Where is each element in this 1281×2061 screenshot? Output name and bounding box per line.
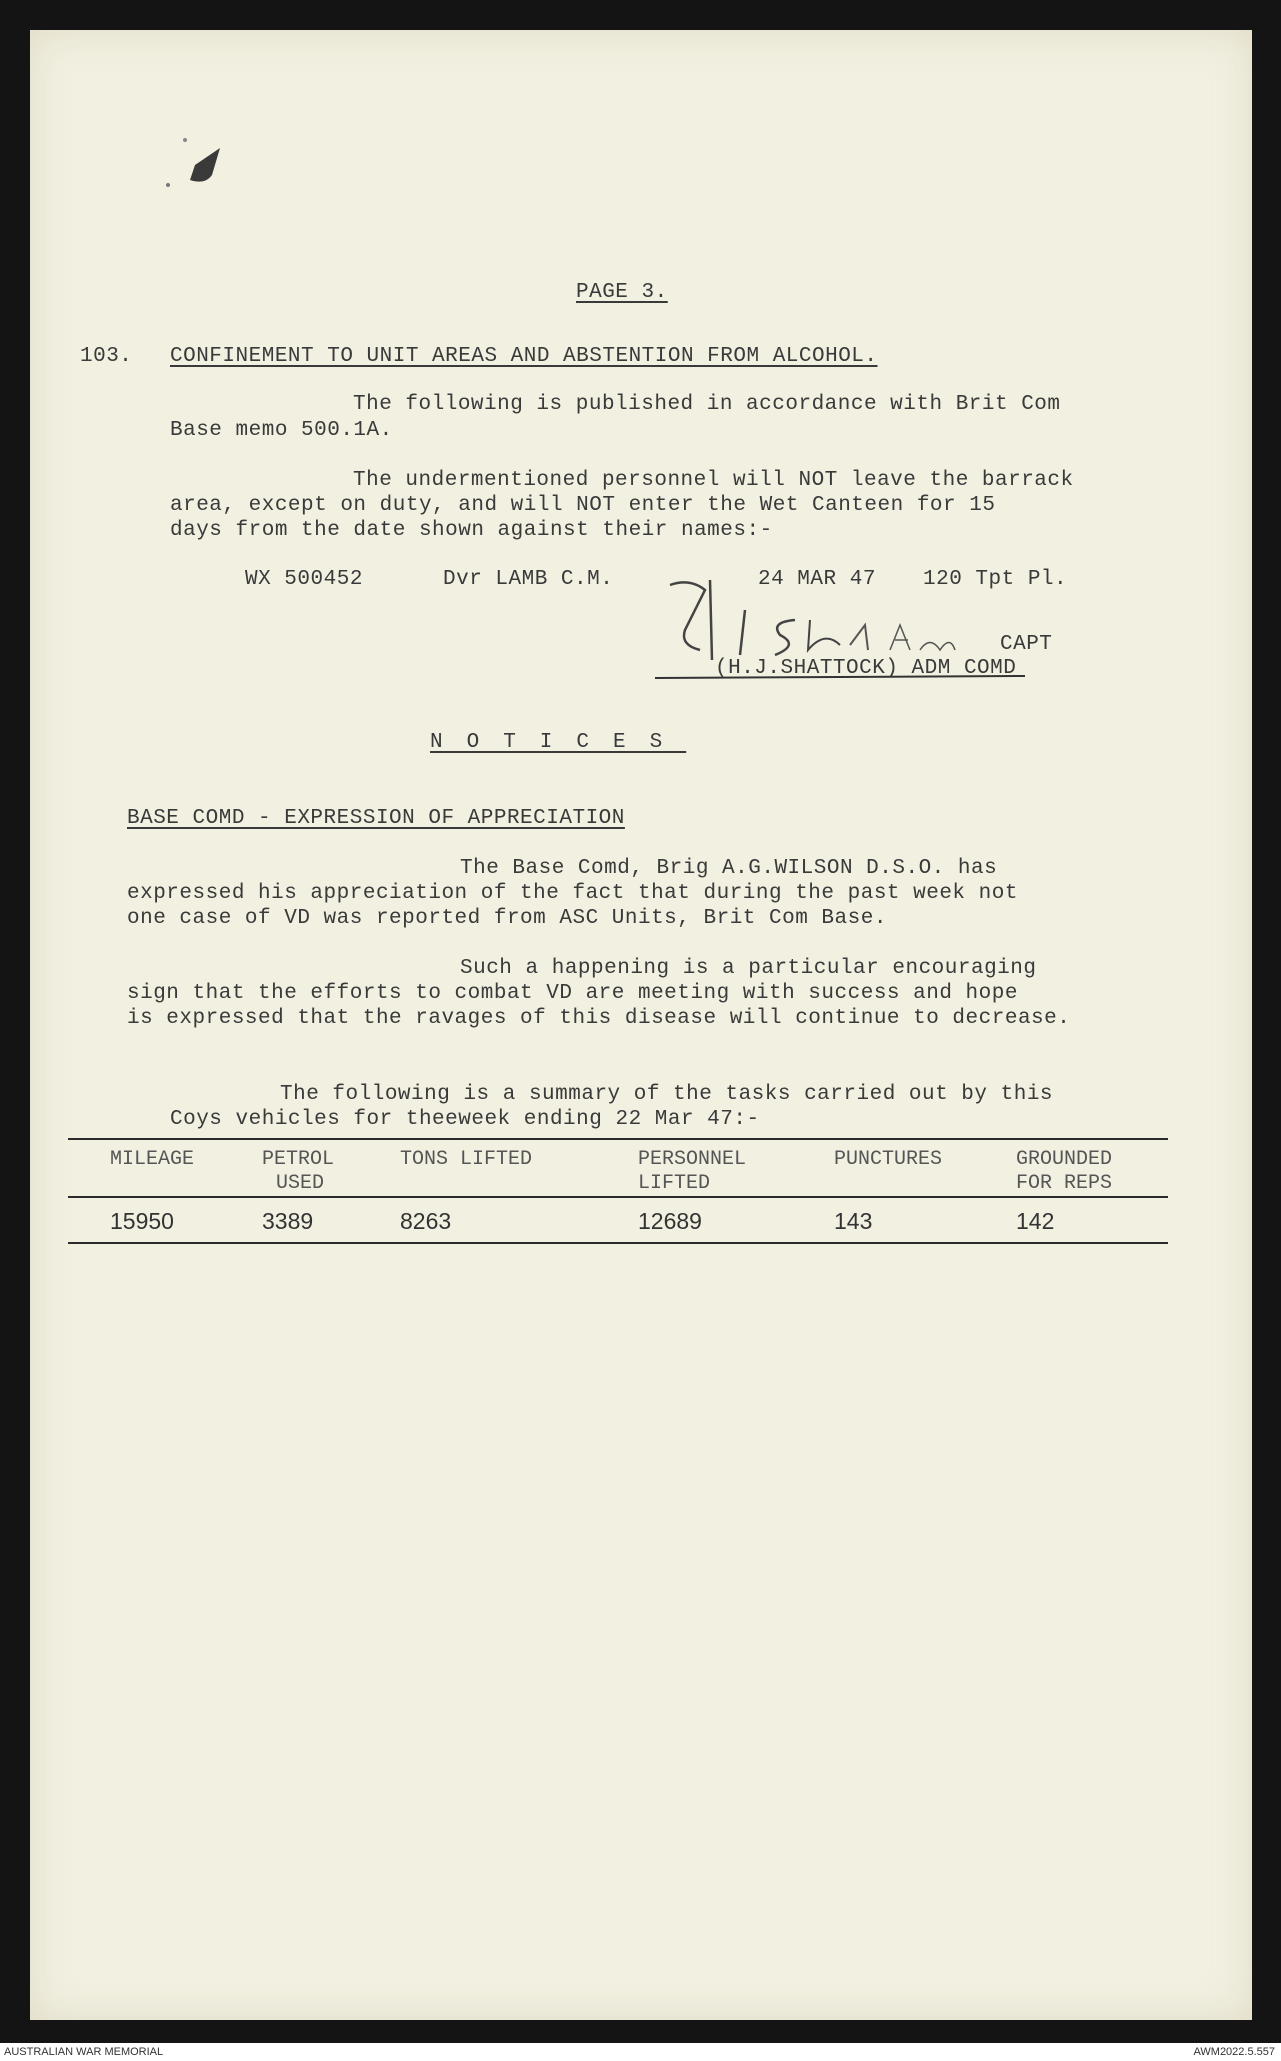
- cell-tons: 8263: [400, 1208, 452, 1234]
- col-header-petrol: PETROL: [262, 1148, 335, 1171]
- punch-hole-mark: [150, 130, 220, 210]
- item-para2-line2: area, except on duty, and will NOT enter the Wet Canteen for 15: [170, 494, 996, 517]
- entry-unit: 120 Tpt Pl.: [923, 568, 1068, 591]
- cell-punctures: 143: [834, 1208, 873, 1234]
- item-para1-line2: Base memo 500.1A.: [170, 419, 393, 442]
- entry-date: 24 MAR 47: [758, 568, 876, 591]
- notices-heading: NOTICES: [430, 731, 687, 754]
- notice-subheading: BASE COMD - EXPRESSION OF APPRECIATION: [127, 807, 625, 830]
- notice-para2-line2: sign that the efforts to combat VD are meeting with success and hope: [127, 982, 1018, 1005]
- document-page: [30, 30, 1252, 2020]
- table-header-rule: [68, 1196, 1168, 1198]
- notice-para1-line2: expressed his appreciation of the fact that during the past week not: [127, 882, 1018, 905]
- summary-intro-line1: The following is a summary of the tasks carried out by this: [280, 1083, 1054, 1106]
- summary-intro-line2: Coys vehicles for theeweek ending 22 Mar 47:-: [170, 1108, 760, 1131]
- col-header-grounded: GROUNDED: [1016, 1148, 1113, 1171]
- col-header-petrol-line2: USED: [276, 1172, 325, 1195]
- signatory-name: (H.J.SHATTOCK) ADM COMD: [715, 657, 1017, 680]
- footer-reference: AWM2022.5.557: [1193, 2046, 1275, 2058]
- cell-grounded: 142: [1016, 1208, 1055, 1234]
- col-header-grounded-line2: FOR REPS: [1016, 1172, 1113, 1195]
- page-label: PAGE 3.: [576, 281, 668, 304]
- cell-petrol: 3389: [262, 1208, 314, 1234]
- table-top-rule: [68, 1138, 1168, 1140]
- notice-para2-line3: is expressed that the ravages of this disease will continue to decrease.: [127, 1007, 1071, 1030]
- col-header-tons: TONS LIFTED: [400, 1148, 533, 1171]
- notice-para1-line1: The Base Comd, Brig A.G.WILSON D.S.O. has: [460, 857, 998, 880]
- entry-name: Dvr LAMB C.M.: [443, 568, 614, 591]
- notice-para1-line3: one case of VD was reported from ASC Units, Brit Com Base.: [127, 907, 887, 930]
- item-para1-line1: The following is published in accordance with Brit Com: [353, 393, 1061, 416]
- item-number: 103.: [80, 345, 133, 368]
- footer-institution: AUSTRALIAN WAR MEMORIAL: [4, 2046, 164, 2058]
- notice-para2-line1: Such a happening is a particular encouraging: [460, 957, 1037, 980]
- cell-mileage: 15950: [110, 1208, 174, 1234]
- col-header-personnel-line2: LIFTED: [638, 1172, 711, 1195]
- cell-personnel: 12689: [638, 1208, 702, 1234]
- entry-service-number: WX 500452: [245, 568, 363, 591]
- signatory-rank: CAPT: [1000, 633, 1053, 656]
- item-para2-line1: The undermentioned personnel will NOT leave the barrack: [353, 469, 1074, 492]
- col-header-punctures: PUNCTURES: [834, 1148, 943, 1171]
- item-title: CONFINEMENT TO UNIT AREAS AND ABSTENTION FROM ALCOHOL.: [170, 345, 878, 368]
- table-bottom-rule: [68, 1242, 1168, 1244]
- col-header-mileage: MILEAGE: [110, 1148, 195, 1171]
- archive-footer: [0, 2043, 1281, 2061]
- item-para2-line3: days from the date shown against their names:-: [170, 519, 773, 542]
- col-header-personnel: PERSONNEL: [638, 1148, 747, 1171]
